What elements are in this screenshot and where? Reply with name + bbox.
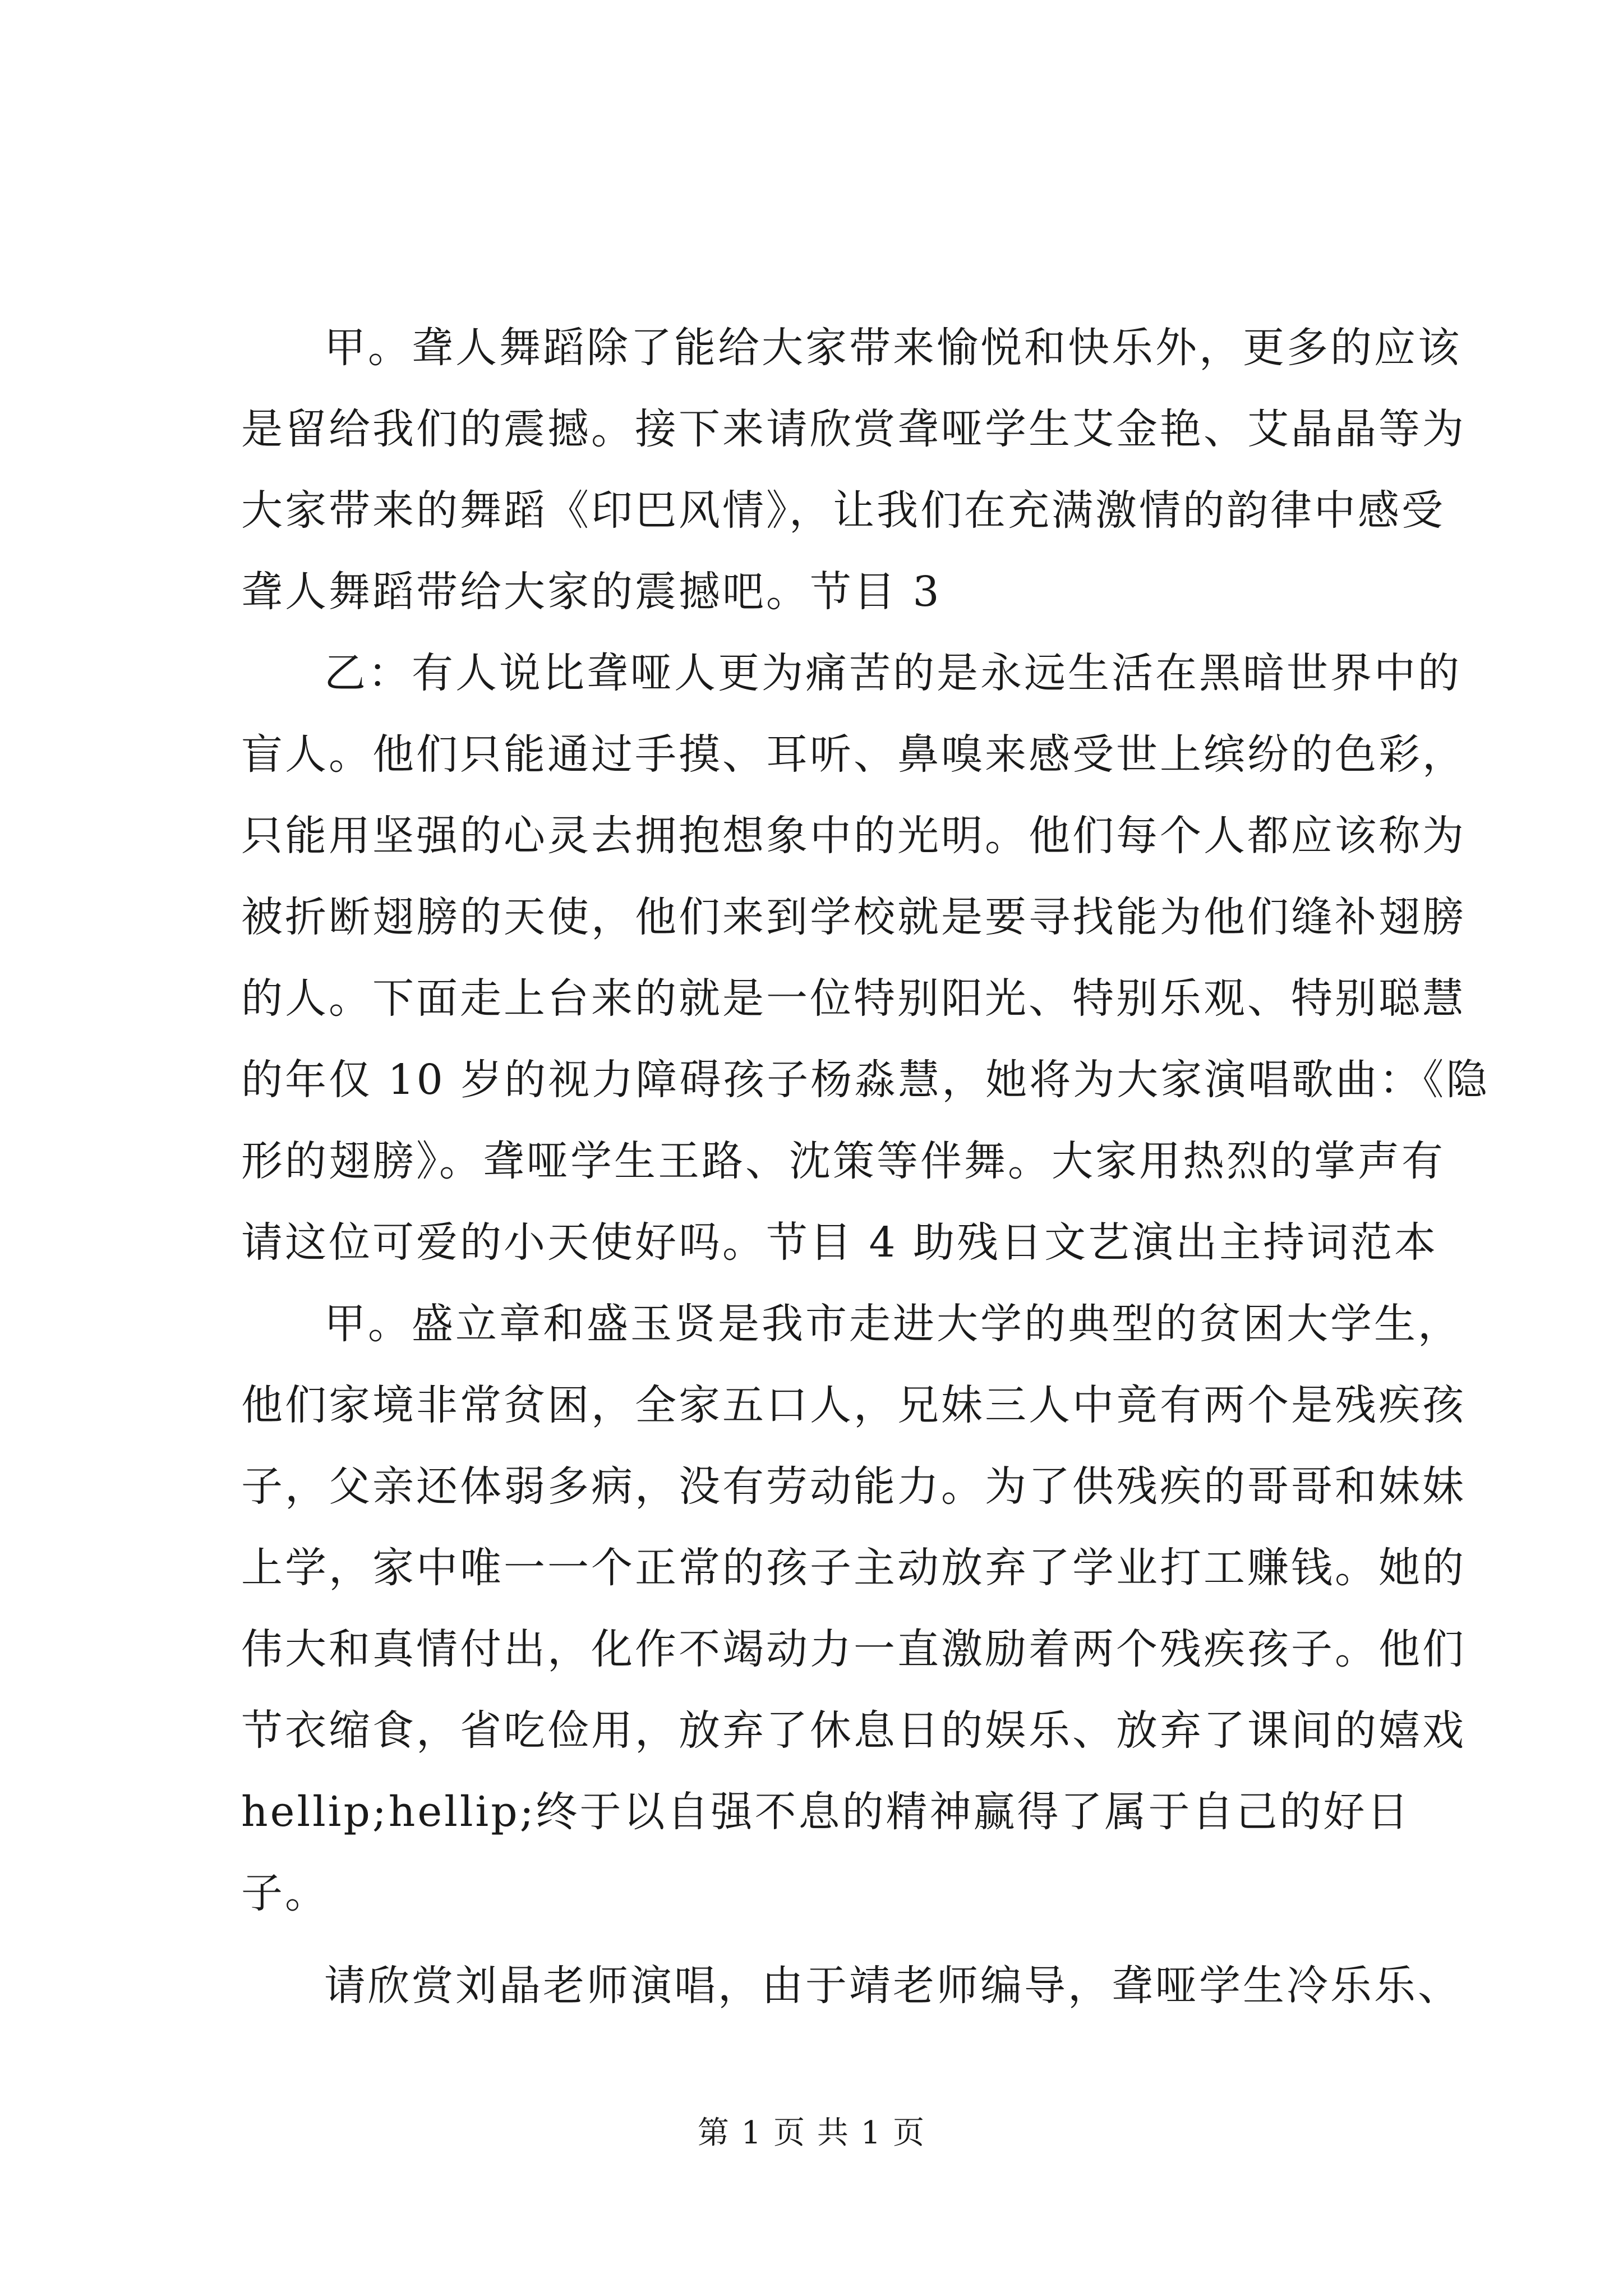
paragraph-line: 上学，家中唯一一个正常的孩子主动放弃了学业打工赚钱。她的 <box>241 1544 1466 1592</box>
paragraph-line: 请这位可爱的小天使好吗。节目 4 助残日文艺演出主持词范本 <box>241 1218 1438 1267</box>
paragraph-line: 请欣赏刘晶老师演唱，由于靖老师编导，聋哑学生冷乐乐、 <box>324 1962 1461 2010</box>
paragraph-line: 节衣缩食，省吃俭用，放弃了休息日的娱乐、放弃了课间的嬉戏 <box>241 1706 1466 1755</box>
page-footer: 第 1 页 共 1 页 <box>697 2115 926 2151</box>
paragraph-4 <box>241 1945 1461 2027</box>
paragraph-line: 只能用坚强的心灵去拥抱想象中的光明。他们每个人都应该称为 <box>241 812 1466 860</box>
paragraph-1 <box>241 307 1466 633</box>
paragraph-line: 伟大和真情付出，化作不竭动力一直激励着两个残疾孩子。他们 <box>241 1625 1466 1673</box>
paragraph-line: 盲人。他们只能通过手摸、耳听、鼻嗅来感受世上缤纷的色彩， <box>241 730 1466 779</box>
paragraph-line: 子。 <box>241 1869 329 1917</box>
paragraph-line: 甲。盛立章和盛玉贤是我市走进大学的典型的贫困大学生， <box>324 1300 1461 1348</box>
paragraph-3 <box>241 1283 1466 1934</box>
paragraph-line: 形的翅膀》。聋哑学生王路、沈策等伴舞。大家用热烈的掌声有 <box>241 1137 1445 1185</box>
paragraph-2 <box>241 633 1490 1283</box>
paragraph-line: 大家带来的舞蹈《印巴风情》，让我们在充满激情的韵律中感受 <box>241 486 1445 535</box>
paragraph-line: 是留给我们的震撼。接下来请欣赏聋哑学生艾金艳、艾晶晶等为 <box>241 405 1466 453</box>
document-body <box>241 307 1490 2027</box>
paragraph-line: hellip;hellip;终于以自强不息的精神赢得了属于自己的好日 <box>241 1788 1411 1836</box>
paragraph-line: 子，父亲还体弱多病，没有劳动能力。为了供残疾的哥哥和妹妹 <box>241 1462 1466 1511</box>
paragraph-line: 甲。聋人舞蹈除了能给大家带来愉悦和快乐外，更多的应该 <box>324 324 1461 372</box>
paragraph-line: 的年仅 10 岁的视力障碍孩子杨淼慧，她将为大家演唱歌曲：《隐 <box>241 1056 1490 1104</box>
paragraph-line: 乙：有人说比聋哑人更为痛苦的是永远生活在黑暗世界中的 <box>324 649 1461 697</box>
paragraph-line: 的人。下面走上台来的就是一位特别阳光、特别乐观、特别聪慧 <box>241 974 1466 1023</box>
paragraph-line: 聋人舞蹈带给大家的震撼吧。节目 3 <box>241 568 942 616</box>
paragraph-line: 他们家境非常贫困，全家五口人，兄妹三人中竟有两个是残疾孩 <box>241 1381 1466 1429</box>
paragraph-spacer <box>241 1934 1419 1945</box>
paragraph-line: 被折断翅膀的天使，他们来到学校就是要寻找能为他们缝补翅膀 <box>241 893 1466 941</box>
